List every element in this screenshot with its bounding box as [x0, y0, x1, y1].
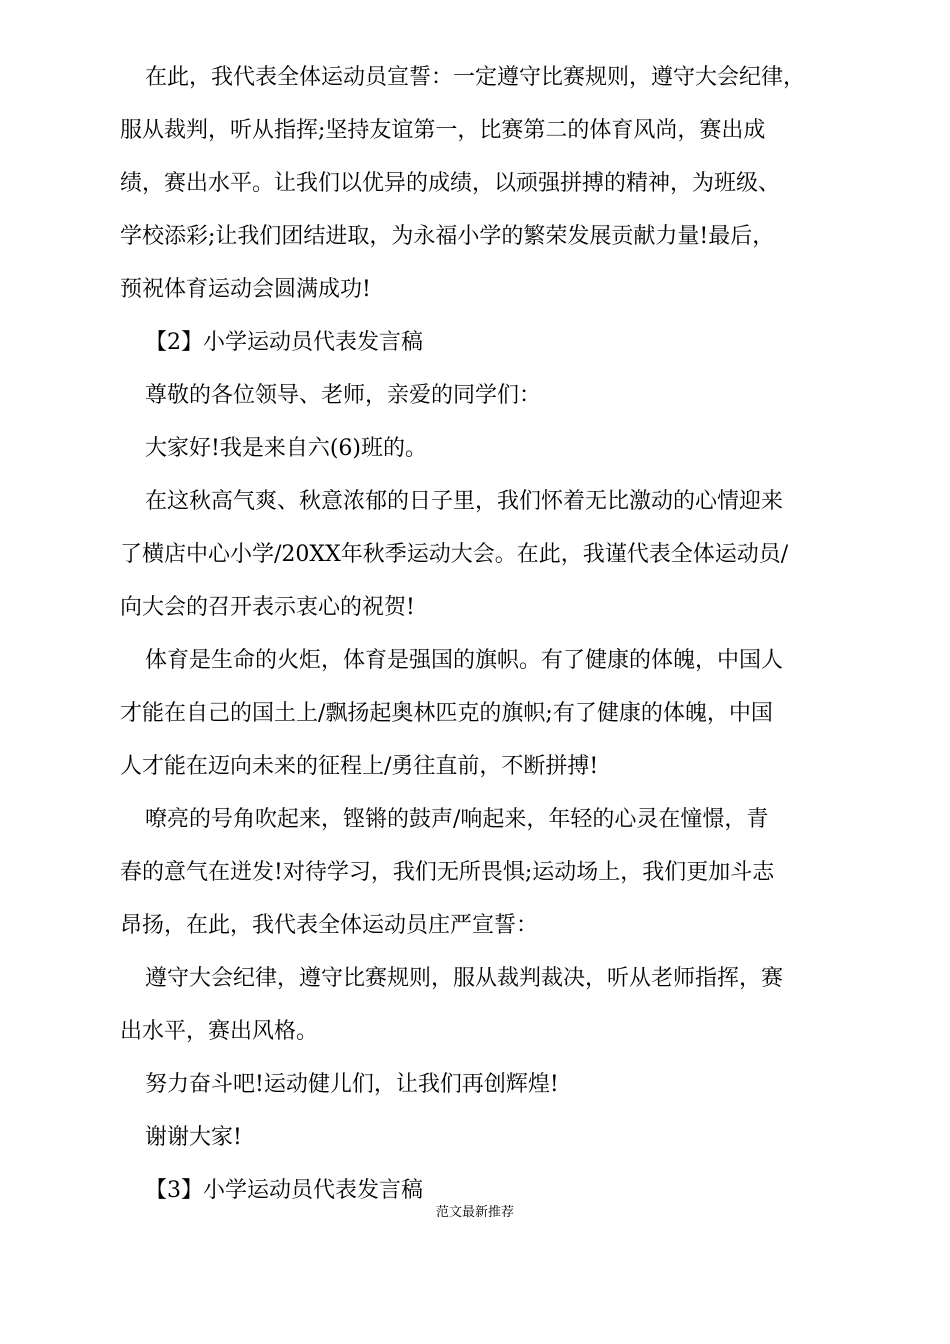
closing-line: 谢谢大家!: [145, 1125, 242, 1150]
paragraph-line: 体育是生命的火炬，体育是强国的旗帜。有了健康的体魄，中国人: [145, 648, 784, 673]
paragraph-line: 在这秋高气爽、秋意浓郁的日子里，我们怀着无比激动的心情迎来: [145, 489, 784, 514]
paragraph-line: 出水平，赛出风格。: [120, 1019, 319, 1044]
paragraph-line: 嘹亮的号角吹起来，铿锵的鼓声/响起来，年轻的心灵在憧憬，青: [145, 807, 769, 832]
paragraph-line: 在此，我代表全体运动员宣誓：一定遵守比赛规则，遵守大会纪律，: [145, 65, 806, 90]
document-body: [120, 51, 840, 1217]
paragraph-line: 绩，赛出水平。让我们以优异的成绩，以顽强拼搏的精神，为班级、: [120, 171, 781, 196]
paragraph-line: 遵守大会纪律，遵守比赛规则，服从裁判裁决，听从老师指挥，赛: [145, 966, 784, 991]
page-footer: 范文最新推荐: [435, 1205, 514, 1220]
paragraph-line: 才能在自己的国土上/飘扬起奥林匹克的旗帜;有了健康的体魄，中国: [120, 701, 773, 726]
paragraph-line: 努力奋斗吧!运动健儿们，让我们再创辉煌!: [145, 1072, 559, 1097]
paragraph-line: 服从裁判，听从指挥;坚持友谊第一，比赛第二的体育风尚，赛出成: [120, 118, 766, 143]
greeting-line: 大家好!我是来自六(6)班的。: [145, 436, 428, 461]
paragraph-line: 预祝体育运动会圆满成功!: [120, 277, 371, 302]
section-heading: 【2】小学运动员代表发言稿: [145, 330, 423, 355]
salutation-line: 尊敬的各位领导、老师，亲爱的同学们：: [145, 383, 542, 408]
paragraph-line: 人才能在迈向未来的征程上/勇往直前，不断拼搏!: [120, 754, 599, 779]
paragraph-line: 春的意气在迸发!对待学习，我们无所畏惧;运动场上，我们更加斗志: [120, 860, 775, 885]
paragraph-line: 了横店中心小学/20XX年秋季运动大会。在此，我谨代表全体运动员/: [120, 542, 789, 567]
paragraph-line: 向大会的召开表示衷心的祝贺!: [120, 595, 415, 620]
paragraph-line: 昂扬，在此，我代表全体运动员庄严宣誓：: [120, 913, 539, 938]
section-heading: 【3】小学运动员代表发言稿: [145, 1178, 423, 1203]
paragraph-line: 学校添彩;让我们团结进取，为永福小学的繁荣发展贡献力量!最后，: [120, 224, 775, 249]
